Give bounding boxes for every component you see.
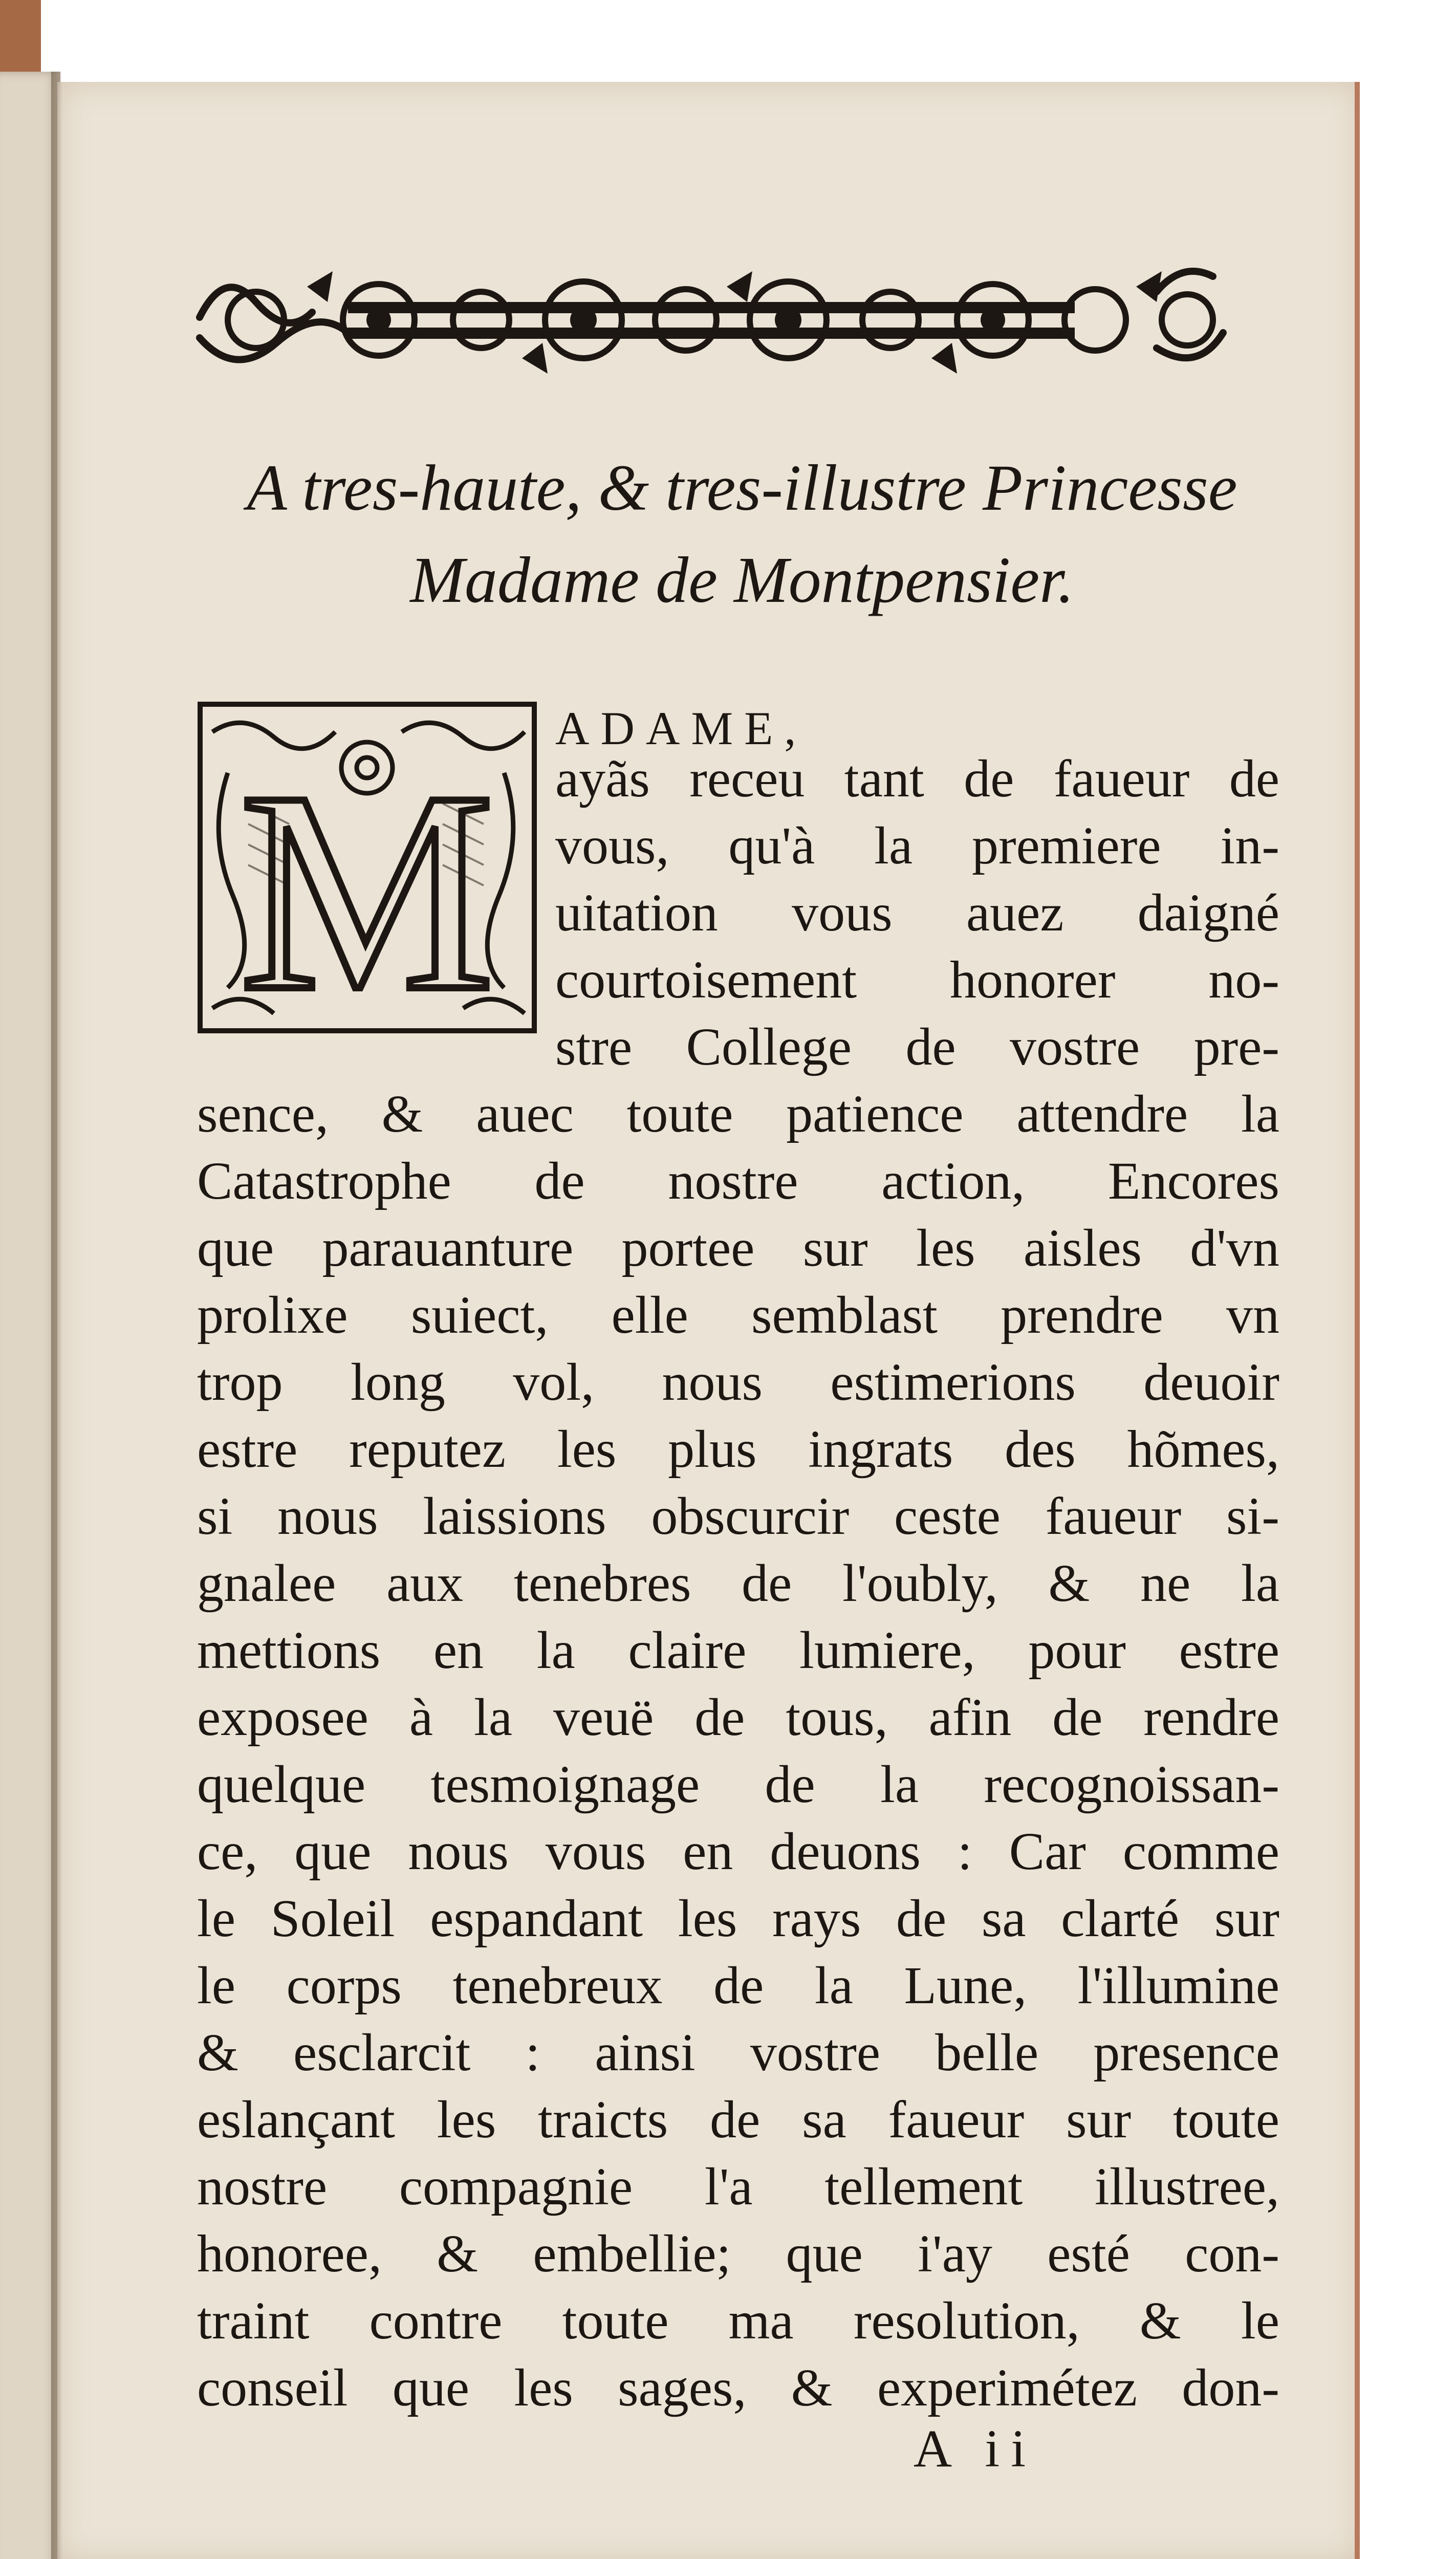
text-line: estre reputez les plus ingrats des hõmes, [197, 1420, 1279, 1479]
dedication-title-line-2: Madame de Montpensier. [410, 544, 1074, 616]
text-line: Catastrophe de nostre action, Encores [197, 1152, 1279, 1210]
text-line: gnalee aux tenebres de l'oubly, & ne la [197, 1554, 1279, 1613]
text-line: mettions en la claire lumiere, pour estre [197, 1621, 1279, 1680]
text-line: le corps tenebreux de la Lune, l'illumine [197, 1956, 1279, 2015]
text-line: traint contre toute ma resolution, & le [197, 2291, 1279, 2350]
text-line: vous, qu'à la premiere in- [555, 816, 1279, 875]
text-line: eslançant les traicts de sa faueur sur toute [197, 2090, 1279, 2149]
salutation: ADAME, [555, 702, 808, 754]
text-line: prolixe suiect, elle semblast prendre vn [197, 1286, 1279, 1344]
text-line: que parauanture portee sur les aisles d'vn [197, 1219, 1279, 1277]
text-line: quelque tesmoignage de la recognoissan- [197, 1755, 1279, 1814]
text-line: exposee à la veuë de tous, afin de rendre [197, 1688, 1279, 1747]
text-line: honoree, & embellie; que i'ay esté con- [197, 2224, 1279, 2283]
text-line: ayãs receu tant de faueur de [555, 749, 1279, 808]
text-line: si nous laissions obscurcir ceste faueur si- [197, 1487, 1279, 1546]
text-line: ce, que nous vous en deuons : Car comme [197, 1822, 1279, 1881]
ornamental-initial-icon [197, 701, 537, 1034]
text-line: nostre compagnie l'a tellement illustree, [197, 2157, 1279, 2216]
text-line: stre College de vostre pre- [555, 1017, 1279, 1076]
signature-mark: A ii [914, 2419, 1037, 2478]
text-line: le Soleil espandant les rays de sa clarté sur [197, 1889, 1279, 1948]
text-line: trop long vol, nous estimerions deuoir [197, 1353, 1279, 1412]
text-line: uitation vous auez daigné [555, 883, 1279, 942]
dedication-title-line-1: A tres-haute, & tres-illustre Princesse [247, 451, 1237, 524]
text-line: conseil que les sages, & experimétez don- [197, 2358, 1279, 2417]
text-line: & esclarcit : ainsi vostre belle presence [197, 2023, 1279, 2082]
initial-letter: M [240, 733, 494, 1034]
binding-edge [0, 0, 41, 82]
spine-shadow [51, 72, 62, 2559]
floral-headpiece-icon [194, 256, 1233, 384]
text-line: courtoisement honorer no- [555, 950, 1279, 1009]
text-line: sence, & auec toute patience attendre la [197, 1085, 1279, 1143]
